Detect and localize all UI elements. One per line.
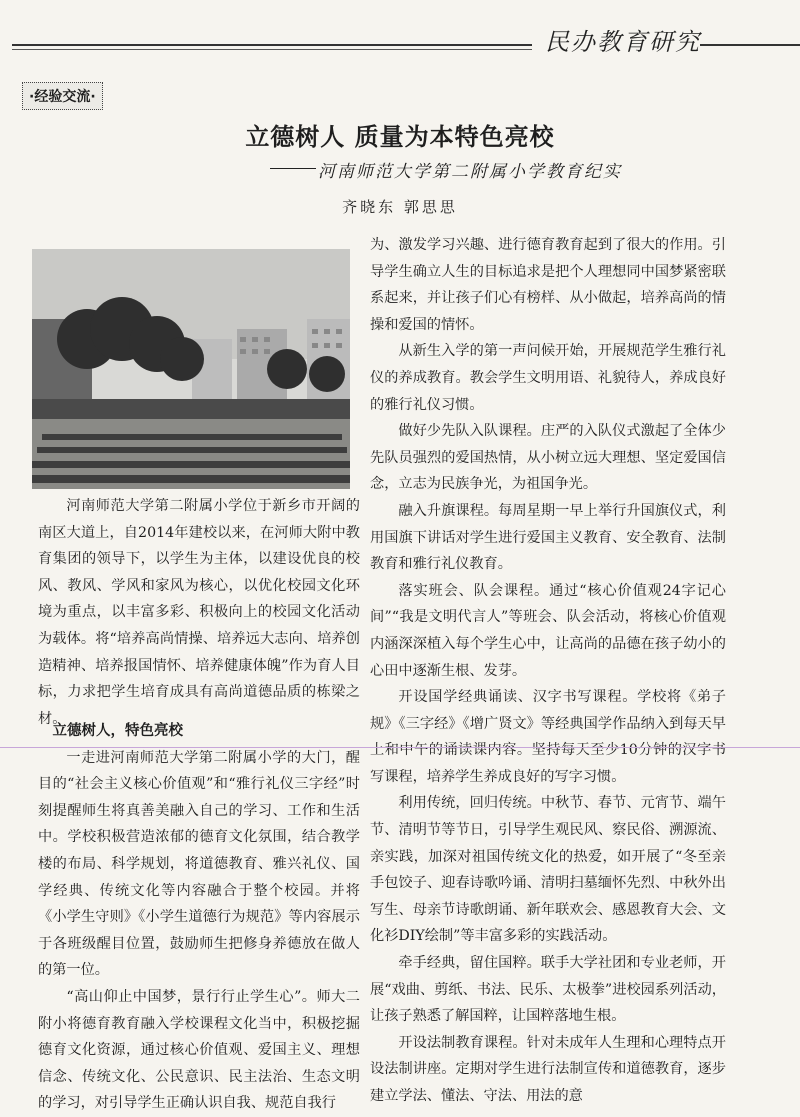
subtitle-dash [270,168,316,169]
left-column-bottom [38,718,360,1117]
left-column-top [38,493,360,732]
scan-guide-line [0,747,800,748]
header-rule-thin [12,49,532,50]
paragraph: 为、激发学习兴趣、进行德育教育起到了很大的作用。引导学生确立人生的目标追求是把个人理想同中国梦紧密联系起来，并让孩子们心有榜样、从小做起，培养高尚的情操和爱国的情怀。 [370,237,726,333]
paragraph: 从新生入学的第一声问候开始，开展规范学生雅行礼仪的养成教育。教会学生文明用语、礼貌待人，养成良好的雅行礼仪习惯。 [370,343,726,413]
paragraph: 一走进河南师范大学第二附属小学的大门，醒目的“社会主义核心价值观”和“雅行礼仪三字经”时刻提醒师生将真善美融入自己的学习、工作和生活中。学校积极营造浓郁的德育文化氛围，结合教学楼的布局、科学规划，将道德教育、雅兴礼仪、国学经典、传统文化等内容融合于整个校园。并将《小学生守则》《小学生道德行为规范》等内容展示于各班级醒目位置，鼓励师生把修身养德放在做人的第一位。 [38,749,360,979]
paragraph: 做好少先队入队课程。庄严的入队仪式激起了全体少先队员强烈的爱国热情，从小树立远大理想、坚定爱国信念，立志为民族争光，为祖国争光。 [370,423,726,493]
paragraph: 开设法制教育课程。针对未成年人生理和心理特点开设法制讲座。定期对学生进行法制宣传和道德教育，逐步建立学法、懂法、守法、用法的意 [370,1034,726,1104]
right-column [370,232,726,1110]
article-subtitle: 河南师范大学第二附属小学教育纪实 [318,162,622,182]
paragraph: 利用传统，回归传统。中秋节、春节、元宵节、端午节、清明节等节日，引导学生观民风、察民俗、溯源流、亲实践，加深对祖国传统文化的热爱，如开展了“冬至亲手包饺子、迎春诗歌吟诵、清明扫墓缅怀先烈、中秋外出写生、母亲节诗歌朗诵、新年联欢会、感恩教育大会、文化衫DIY绘制”等丰富多彩的实践活动。 [370,795,726,945]
article-title: 立德树人 质量为本特色亮校 [245,122,555,151]
paragraph: 河南师范大学第二附属小学位于新乡市开阔的南区大道上，自2014年建校以来，在河师大附中教育集团的领导下，以学生为主体，以建设优良的校风、教风、学风和家风为核心，以优化校园文化环境为重点，以丰富多彩、积极向上的校园文化活动为载体。将“培养高尚情操、培养远大志向、培养创造精神、培养报国情怀、培养健康体魄”作为育人目标，力求把学生培育成具有高尚道德品质的栋梁之材。 [38,498,360,727]
paragraph: 融入升旗课程。每周星期一早上举行升国旗仪式，利用国旗下讲话对学生进行爱国主义教育、安全教育、法制教育和雅行礼仪教育。 [370,502,726,573]
header-rule-right [700,44,800,46]
journal-title: 民办教育研究 [545,28,701,56]
header-rule [12,44,532,46]
article-authors: 齐晓东 郭思思 [342,198,458,216]
section-heading: 立德树人，特色亮校 [52,723,183,739]
school-assembly-image [32,249,350,489]
school-photo [32,249,350,489]
paragraph: 开设国学经典诵读、汉字书写课程。学校将《弟子规》《三字经》《增广贤文》等经典国学作品纳入到每天早上和中午的诵读课内容。坚持每天至少10分钟的汉字书写课程，培养学生养成良好的写字习惯。 [370,689,726,785]
paragraph: 落实班会、队会课程。通过“核心价值观24字记心间”“我是文明代言人”等班会、队会活动，将核心价值观内涵深深植入每个学生心中，让高尚的品德在孩子幼小的心田中逐渐生根、发芽。 [370,582,726,679]
paragraph: “高山仰止中国梦，景行行止学生心”。师大二附小将德育教育融入学校课程文化当中，积极挖掘德育文化资源，通过核心价值观、爱国主义、理想信念、传统文化、公民意识、民主法治、生态文明的学习，对引导学生正确认识自我、规范自我行 [38,988,360,1112]
paragraph: 牵手经典，留住国粹。联手大学社团和专业老师，开展“戏曲、剪纸、书法、民乐、太极拳”进校园系列活动，让孩子熟悉了解国粹，让国粹落地生根。 [370,955,726,1025]
section-label: ·经验交流· [22,82,103,110]
